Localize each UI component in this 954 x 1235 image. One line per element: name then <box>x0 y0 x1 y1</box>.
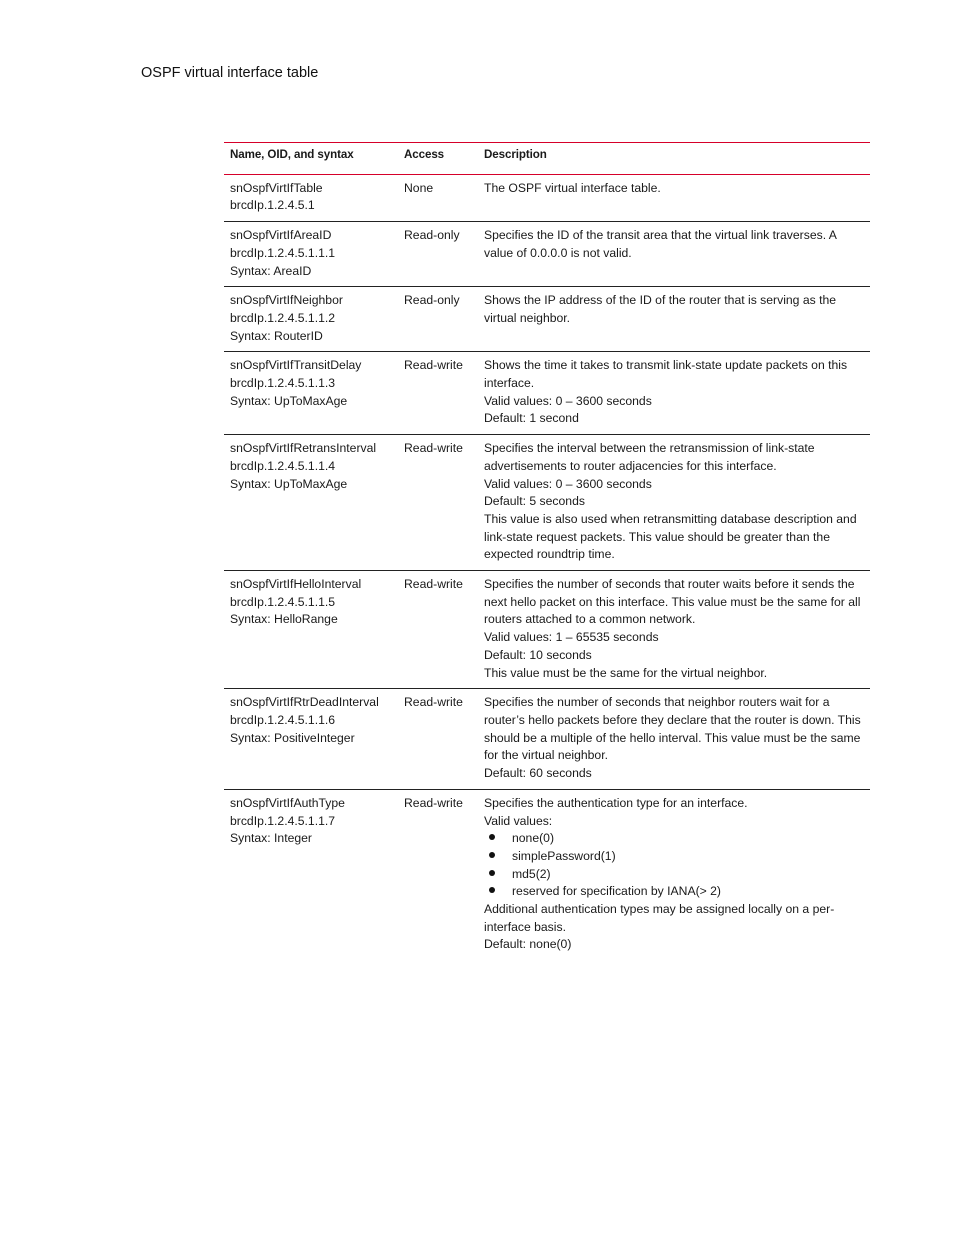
object-name-cell <box>224 435 398 571</box>
object-name-cell <box>224 222 398 287</box>
description-cell <box>478 571 870 689</box>
description-cell <box>478 689 870 790</box>
valid-values-text: Valid values: 0 – 3600 seconds <box>484 393 652 408</box>
description-text: Specifies the number of seconds that router waits before it sends the next hello packet on this interface. This value must be the same for all routers attached to a common network. <box>484 577 861 627</box>
valid-values-text: Valid values: 0 – 3600 seconds <box>484 476 652 491</box>
table-row <box>224 789 870 960</box>
description-cell <box>478 174 870 221</box>
object-name-cell <box>224 789 398 960</box>
description-text: Specifies the number of seconds that neighbor routers wait for a router’s hello packets before they declare that the router is down. This should be a multiple of the hello interval. This value must be the same for the virtual neighbor. <box>484 695 861 763</box>
object-oid: brcdIp.1.2.4.5.1.1.7 <box>230 813 336 828</box>
mib-object-table <box>224 142 870 960</box>
default-value-text: Default: 5 seconds <box>484 494 585 509</box>
description-text: Specifies the ID of the transit area that the virtual link traverses. A value of 0.0.0.0 is not valid. <box>484 228 837 260</box>
access-cell: None <box>398 174 478 221</box>
description-cell <box>478 435 870 571</box>
default-value-text: Default: 10 seconds <box>484 647 592 662</box>
running-head-title: OSPF virtual interface table <box>141 65 319 81</box>
object-name: snOspfVirtIfTransitDelay <box>230 358 362 373</box>
valid-values-label: Valid values: <box>484 813 553 828</box>
description-text: Specifies the authentication type for an interface. <box>484 795 748 810</box>
default-value-text: Default: 1 second <box>484 411 579 426</box>
valid-values-list <box>484 830 864 901</box>
object-oid: brcdIp.1.2.4.5.1.1.3 <box>230 376 336 391</box>
object-name-cell <box>224 352 398 435</box>
default-value-text: Default: none(0) <box>484 937 572 952</box>
column-header-access: Access <box>398 143 478 175</box>
object-name-cell <box>224 287 398 352</box>
object-name-cell <box>224 571 398 689</box>
list-item: reserved for specification by IANA(> 2) <box>484 883 864 901</box>
access-cell: Read-only <box>398 287 478 352</box>
object-oid: brcdIp.1.2.4.5.1.1.5 <box>230 594 336 609</box>
list-item: none(0) <box>484 830 864 848</box>
list-item: md5(2) <box>484 866 864 884</box>
object-oid: brcdIp.1.2.4.5.1.1.6 <box>230 712 336 727</box>
table-row <box>224 435 870 571</box>
access-cell: Read-write <box>398 352 478 435</box>
access-cell: Read-write <box>398 689 478 790</box>
object-name: snOspfVirtIfHelloInterval <box>230 577 362 592</box>
note-text: This value must be the same for the virtual neighbor. <box>484 665 768 680</box>
description-cell <box>478 352 870 435</box>
description-text: Specifies the interval between the retransmission of link-state advertisements to router adjacencies for this interface. <box>484 441 815 473</box>
table-header-row <box>224 143 870 175</box>
object-syntax: Syntax: RouterID <box>230 328 323 343</box>
object-oid: brcdIp.1.2.4.5.1.1.2 <box>230 310 336 325</box>
object-syntax: Syntax: UpToMaxAge <box>230 393 348 408</box>
table-row <box>224 689 870 790</box>
object-name-cell <box>224 689 398 790</box>
description-cell <box>478 287 870 352</box>
object-syntax: Syntax: UpToMaxAge <box>230 476 348 491</box>
access-cell: Read-write <box>398 435 478 571</box>
description-text: Shows the time it takes to transmit link-state update packets on this interface. <box>484 358 848 391</box>
access-cell: Read-write <box>404 795 463 810</box>
object-name: snOspfVirtIfRetransInterval <box>230 441 377 456</box>
description-text: Shows the IP address of the ID of the router that is serving as the virtual neighbor. <box>484 293 837 325</box>
object-name-cell <box>224 174 398 221</box>
description-text: The OSPF virtual interface table. <box>484 180 661 195</box>
object-oid: brcdIp.1.2.4.5.1.1.1 <box>230 245 336 260</box>
table-row <box>224 571 870 689</box>
access-cell: Read-only <box>398 222 478 287</box>
note-text: Additional authentication types may be assigned locally on a per-interface basis. <box>484 902 835 934</box>
object-name: snOspfVirtIfNeighbor <box>230 293 343 308</box>
object-syntax: Syntax: Integer <box>230 831 312 846</box>
table-row <box>224 287 870 352</box>
column-header-name: Name, OID, and syntax <box>224 143 398 175</box>
object-name: snOspfVirtIfAuthType <box>230 795 345 810</box>
object-syntax: Syntax: HelloRange <box>230 612 338 627</box>
table-row <box>224 222 870 287</box>
object-oid: brcdIp.1.2.4.5.1.1.4 <box>230 458 336 473</box>
description-cell <box>478 789 870 960</box>
object-syntax: Syntax: AreaID <box>230 263 312 278</box>
object-name: snOspfVirtIfAreaID <box>230 228 332 243</box>
object-syntax: Syntax: PositiveInteger <box>230 730 355 745</box>
list-item: simplePassword(1) <box>484 848 864 866</box>
object-oid: brcdIp.1.2.4.5.1 <box>230 198 315 213</box>
note-text: This value is also used when retransmitting database description and link-state request packets. This value should be greater than the expected roundtrip time. <box>484 511 857 562</box>
description-cell <box>478 222 870 287</box>
object-name: snOspfVirtIfRtrDeadInterval <box>230 695 379 710</box>
access-cell: Read-write <box>398 571 478 689</box>
default-value-text: Default: 60 seconds <box>484 766 592 781</box>
column-header-description: Description <box>478 143 870 175</box>
table-row <box>224 174 870 221</box>
valid-values-text: Valid values: 1 – 65535 seconds <box>484 630 659 645</box>
table-row <box>224 352 870 435</box>
object-name: snOspfVirtIfTable <box>230 180 323 195</box>
